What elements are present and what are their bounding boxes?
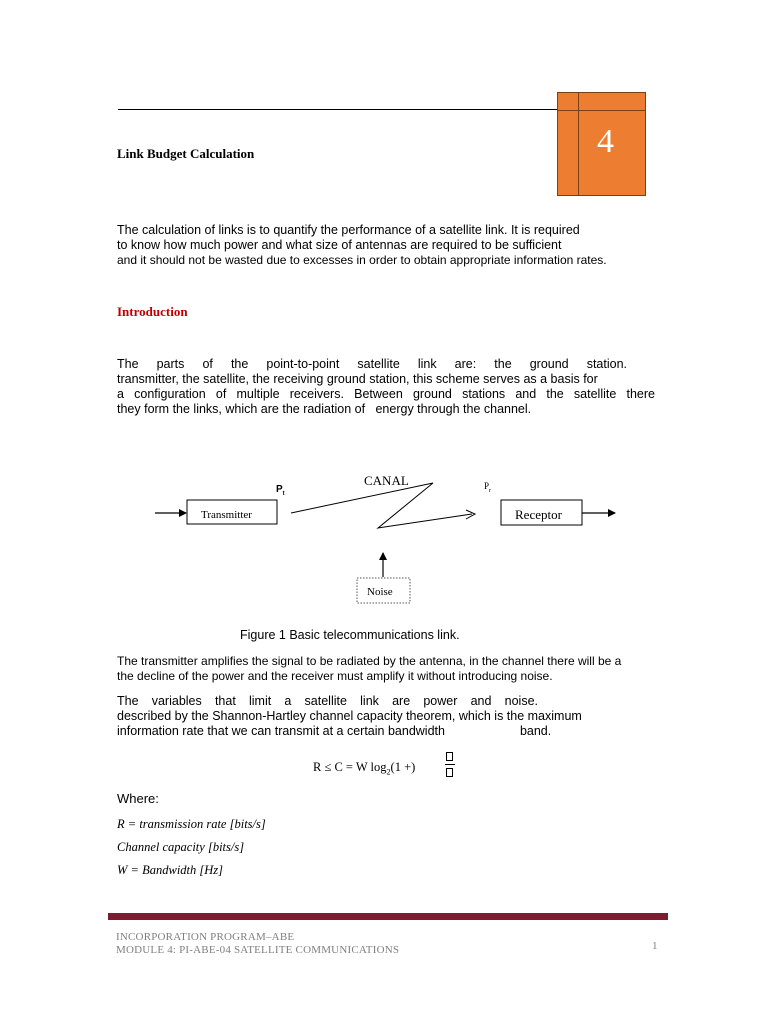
pr-label — [484, 481, 491, 494]
introduction-heading: Introduction — [117, 304, 188, 319]
introduction-paragraph — [117, 357, 655, 417]
transmitter-label: Transmitter — [201, 509, 252, 521]
formula-fraction — [446, 752, 455, 777]
transmitter-line-2: the decline of the power and the receiver must amplify it without introducing noise. — [117, 669, 553, 683]
variable-c: Channel capacity [bits/s] — [117, 840, 245, 854]
variables-line-3a: information rate that we can transmit at a certain bandwidth — [117, 724, 445, 738]
footer-module: MODULE 4: PI-ABE-04 SATELLITE COMMUNICATIONS — [116, 944, 400, 956]
fraction-denominator-glyph — [446, 768, 453, 777]
noise-label: Noise — [367, 586, 393, 598]
intro-paragraph — [117, 223, 607, 268]
fraction-numerator-glyph — [446, 752, 453, 761]
variables-line-3 — [117, 724, 629, 739]
introduction-line-3: a configuration of multiple receivers. Between ground stations and the satellite there — [117, 387, 655, 401]
formula-tail: (1 +) — [390, 760, 416, 774]
transmitter-paragraph — [117, 654, 621, 684]
chapter-box-horizontal-line — [558, 110, 645, 111]
variables-paragraph — [117, 694, 629, 739]
pt-label-sub: t — [282, 491, 285, 497]
introduction-line-4a: they form the links, which are the radiation of — [117, 402, 366, 416]
intro-line-2: to know how much power and what size of antennas are required to be sufficient — [117, 238, 562, 252]
chapter-number: 4 — [597, 123, 614, 160]
pr-label-main: P — [484, 481, 490, 491]
where-label: Where: — [117, 791, 159, 806]
intro-line-1: The calculation of links is to quantify the performance of a satellite link. It is required — [117, 223, 580, 237]
pr-label-sub: r — [489, 487, 492, 494]
footer-program: INCORPORATION PROGRAM–ABE — [116, 931, 295, 943]
variables-line-2: described by the Shannon-Hartley channel capacity theorem, which is the maximum — [117, 709, 582, 723]
intro-line-3: and it should not be wasted due to excesses in order to obtain appropriate information rates. — [117, 253, 607, 267]
formula-sub: 2 — [386, 767, 391, 777]
shannon-formula — [313, 760, 415, 777]
channel-zigzag — [291, 483, 472, 528]
variables-line-1: The variables that limit a satellite link are power and noise. — [117, 694, 538, 708]
figure-caption: Figure 1 Basic telecommunications link. — [240, 628, 460, 642]
footer-rule — [108, 913, 668, 920]
chapter-number-box — [557, 92, 646, 196]
transmitter-line-1: The transmitter amplifies the signal to be radiated by the antenna, in the channel there will be a — [117, 654, 622, 668]
fraction-bar — [445, 764, 455, 765]
receptor-label: Receptor — [515, 507, 562, 522]
introduction-line-4b: energy through the channel. — [375, 402, 532, 416]
introduction-line-1: The parts of the point-to-point satellite link are: the ground station. — [117, 357, 627, 371]
variables-line-3b: band. — [519, 724, 552, 738]
chapter-title: Link Budget Calculation — [117, 146, 255, 161]
page-number: 1 — [652, 940, 658, 952]
formula-main: R ≤ C = W log — [313, 760, 387, 774]
canal-label: CANAL — [364, 473, 409, 488]
variable-w: W = Bandwidth [Hz] — [117, 863, 224, 877]
pt-label-main: P — [276, 484, 283, 495]
header-rule — [118, 109, 558, 110]
pt-label — [276, 484, 285, 497]
introduction-line-2: transmitter, the satellite, the receiving ground station, this scheme serves as a basis for — [117, 372, 598, 386]
introduction-line-4 — [117, 402, 655, 417]
variable-r: R = transmission rate [bits/s] — [117, 817, 266, 831]
